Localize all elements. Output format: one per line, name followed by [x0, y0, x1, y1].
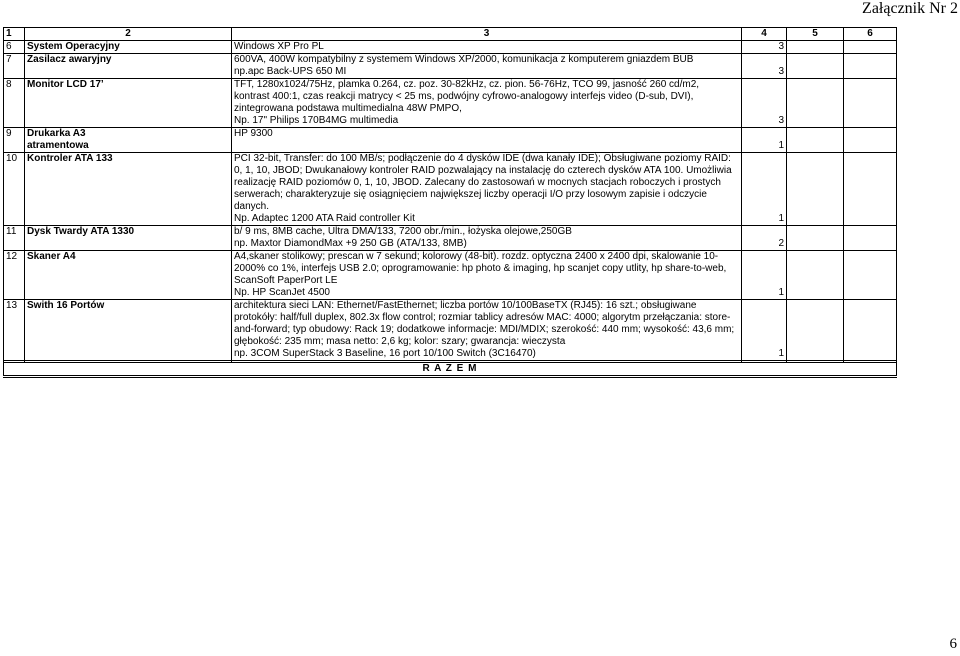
header-col-1: 1 [4, 28, 25, 41]
header-col-4: 4 [742, 28, 787, 41]
item-quantity: 1 [742, 300, 787, 361]
item-quantity: 3 [742, 41, 787, 54]
item-description: architektura sieci LAN: Ethernet/FastEthernet; liczba portów 10/100BaseTX (RJ45): 16 szt.; obsługiwane protokóły: half/full duplex, 802.3x flow control; rozmiar tablicy adresów MAC: 4000; algorytm przełączania: store- and-forward; typ obudowy: Rack 19; dodatkowe informacje: MDI/MDIX; szerokość: 440 mm; wysokość: 43,6 mm; głębokość: 235 mm; masa netto: 2,6 kg; kolor: szary; gwarancja: wieczysta np. 3COM SuperStack 3 Baseline, 16 port 10/100 Switch (3C16470) [232, 300, 742, 361]
item-description: 600VA, 400W kompatybilny z systemem Windows XP/2000, komunikacja z komputerem gniazdem BUB np.apc Back-UPS 650 MI [232, 54, 742, 79]
item-description: PCI 32-bit, Transfer: do 100 MB/s; podłączenie do 4 dysków IDE (dwa kanały IDE); Obsługiwane poziomy RAID: 0, 1, 10, JBOD; Dwukanałowy kontroler RAID pozwalający na instalację do czterech dysków ATA 100. Umożliwia realizację RAID poziomów 0, 1, 10, JBOD. Zalecany do zastosowań w mocnych stacjach roboczych i prostych serwerach; charakteryzuje się osiągnięciem największej liczby operacji I/O przy losowym zapisie i odczycie danych. Np. Adaptec 1200 ATA Raid controller Kit [232, 153, 742, 226]
table-header-row [4, 28, 897, 41]
unit-price-cell [787, 153, 844, 226]
total-price-cell [844, 54, 897, 79]
item-name: Drukarka A3 atramentowa [25, 128, 232, 153]
header-col-3: 3 [232, 28, 742, 41]
table-row [4, 41, 897, 54]
table-row [4, 79, 897, 128]
header-col-5: 5 [787, 28, 844, 41]
unit-price-cell [787, 300, 844, 361]
unit-price-cell [787, 251, 844, 300]
unit-price-cell [787, 79, 844, 128]
item-quantity: 1 [742, 153, 787, 226]
total-price-cell [844, 226, 897, 251]
item-quantity: 1 [742, 251, 787, 300]
item-name: Zasilacz awaryjny [25, 54, 232, 79]
table-row [4, 128, 897, 153]
item-name: Skaner A4 [25, 251, 232, 300]
item-description: HP 9300 [232, 128, 742, 153]
unit-price-cell [787, 41, 844, 54]
row-number: 7 [4, 54, 25, 79]
item-name: Dysk Twardy ATA 1330 [25, 226, 232, 251]
total-price-cell [844, 128, 897, 153]
row-number: 9 [4, 128, 25, 153]
table-row [4, 300, 897, 361]
item-name: Monitor LCD 17’ [25, 79, 232, 128]
item-description: A4,skaner stolikowy; prescan w 7 sekund; kolorowy (48-bit). rozdz. optyczna 2400 x 2400 dpi, skalowanie 10- 2000% co 1%, interfejs USB 2.0; oprogramowanie: hp photo & imaging, hp scanjet copy utlity, hp share-to-web, ScanSoft PaperPort LE Np. HP ScanJet 4500 [232, 251, 742, 300]
header-col-6: 6 [844, 28, 897, 41]
total-price-cell [844, 251, 897, 300]
table-row [4, 226, 897, 251]
header-col-2: 2 [25, 28, 232, 41]
row-number: 8 [4, 79, 25, 128]
row-number: 6 [4, 41, 25, 54]
specification-table [3, 27, 897, 378]
item-name: System Operacyjny [25, 41, 232, 54]
table-row [4, 54, 897, 79]
unit-price-cell [787, 54, 844, 79]
row-number: 12 [4, 251, 25, 300]
page-number: 6 [949, 636, 957, 652]
unit-price-cell [787, 128, 844, 153]
row-number: 11 [4, 226, 25, 251]
total-price-cell [844, 79, 897, 128]
row-number: 10 [4, 153, 25, 226]
unit-price-cell [787, 226, 844, 251]
item-description: Windows XP Pro PL [232, 41, 742, 54]
total-price-cell [844, 41, 897, 54]
item-quantity: 2 [742, 226, 787, 251]
total-label: R A Z E M [4, 363, 897, 377]
item-quantity: 3 [742, 54, 787, 79]
item-name: Kontroler ATA 133 [25, 153, 232, 226]
item-description: b/ 9 ms, 8MB cache, Ultra DMA/133, 7200 obr./min., łożyska olejowe,250GB np. Maxtor DiamondMax +9 250 GB (ATA/133, 8MB) [232, 226, 742, 251]
item-quantity: 3 [742, 79, 787, 128]
annex-label: Załącznik Nr 2 [862, 0, 958, 17]
table-row [4, 251, 897, 300]
item-name: Swith 16 Portów [25, 300, 232, 361]
table-row [4, 153, 897, 226]
row-number: 13 [4, 300, 25, 361]
table-footer-row [4, 363, 897, 377]
item-description: TFT, 1280x1024/75Hz, plamka 0.264, cz. poz. 30-82kHz, cz. pion. 56-76Hz, TCO 99, jasność 260 cd/m2, kontrast 400:1, czas reakcji matrycy < 25 ms, podwójny cyfrowo-analogowy interfejs video (D-sub, DVI), zintegrowana podstawa multimedialna 48W PMPO, Np. 17" Philips 170B4MG multimedia [232, 79, 742, 128]
total-price-cell [844, 300, 897, 361]
total-price-cell [844, 153, 897, 226]
item-quantity: 1 [742, 128, 787, 153]
